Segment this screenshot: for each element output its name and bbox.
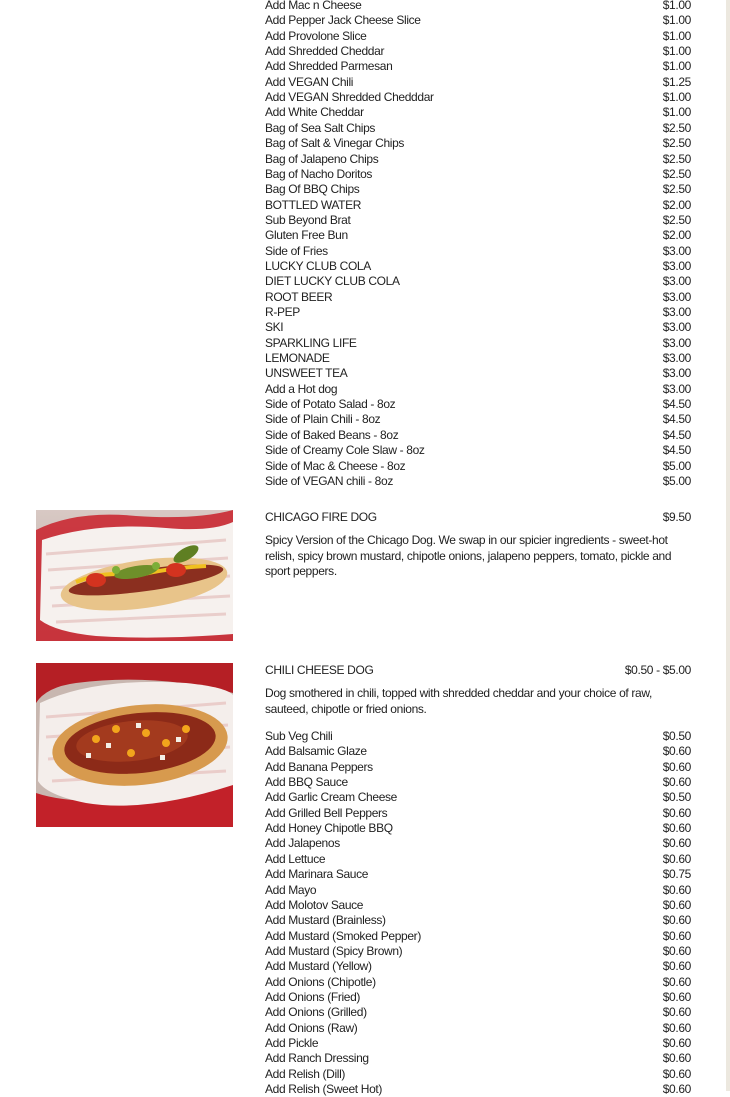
addon-option[interactable] xyxy=(265,806,691,821)
addon-name: Add Jalapenos xyxy=(265,836,340,851)
addon-option[interactable] xyxy=(265,29,691,44)
addon-price: $0.75 xyxy=(662,867,691,882)
addon-name: Add Garlic Cream Cheese xyxy=(265,790,398,805)
addon-option[interactable] xyxy=(265,428,691,443)
addon-price: $0.60 xyxy=(662,1066,691,1081)
addon-option[interactable] xyxy=(265,412,691,427)
addon-option[interactable] xyxy=(265,729,691,744)
addon-option[interactable] xyxy=(265,1051,691,1066)
addon-name: SKI xyxy=(265,320,284,335)
addon-name: Add Onions (Raw) xyxy=(265,1020,358,1035)
addon-option[interactable] xyxy=(265,1005,691,1020)
addon-option[interactable] xyxy=(265,290,691,305)
addon-option[interactable] xyxy=(265,821,691,836)
addon-name: Add Relish (Sweet Hot) xyxy=(265,1082,383,1097)
addon-price: $0.50 xyxy=(662,729,691,743)
chili-cheese-dog-description: Dog smothered in chili, topped with shredded cheddar and your choice of raw, sauteed, chipotle or fried onions. xyxy=(265,686,652,716)
addon-name: Add Pickle xyxy=(265,1036,319,1050)
addon-price: $0.60 xyxy=(662,897,691,912)
addon-name: Add Relish (Dill) xyxy=(265,1066,346,1081)
addon-price: $0.60 xyxy=(662,759,691,774)
addon-price: $3.00 xyxy=(662,351,691,366)
addon-price: $4.50 xyxy=(662,443,691,458)
addon-name: Side of Mac & Cheese - 8oz xyxy=(265,458,406,473)
addon-name: Add Onions (Grilled) xyxy=(265,1005,367,1020)
chili-cheese-dog-photo[interactable] xyxy=(36,663,233,827)
addon-price: $3.00 xyxy=(662,243,691,258)
addon-option[interactable] xyxy=(265,244,691,259)
addon-option[interactable] xyxy=(265,775,691,790)
addon-name: UNSWEET TEA xyxy=(265,366,348,381)
addon-option[interactable] xyxy=(265,913,691,928)
chicago-fire-dog-description: Spicy Version of the Chicago Dog. We swap in our spicier ingredients - sweet-hot relish, spicy brown mustard, chipotle onions, jalapeno peppers, tomato, pickle and sport peppers. xyxy=(265,533,672,578)
addon-price: $2.00 xyxy=(662,228,691,243)
item-name: CHILI CHEESE DOG xyxy=(265,663,374,677)
addon-name: LEMONADE xyxy=(265,351,330,366)
addon-option[interactable] xyxy=(265,1067,691,1082)
addon-option[interactable] xyxy=(265,320,691,335)
addon-name: Bag of Salt & Vinegar Chips xyxy=(265,136,405,151)
addon-option[interactable] xyxy=(265,75,691,90)
addon-name: Side of VEGAN chili - 8oz xyxy=(265,473,393,488)
addon-price: $3.00 xyxy=(662,335,691,350)
addon-price: $5.00 xyxy=(662,473,691,488)
addon-name: SPARKLING LIFE xyxy=(265,335,357,350)
addon-price: $1.00 xyxy=(662,13,691,28)
addon-name: Add Mayo xyxy=(265,882,317,897)
addon-option[interactable] xyxy=(265,898,691,913)
addon-name: Side of Baked Beans - 8oz xyxy=(265,427,399,442)
addon-name: Add Molotov Sauce xyxy=(265,897,364,912)
addon-name: Add BBQ Sauce xyxy=(265,775,348,790)
addon-option[interactable] xyxy=(265,744,691,759)
addon-option[interactable] xyxy=(265,44,691,59)
addon-name: R-PEP xyxy=(265,305,300,319)
addon-name: Side of Creamy Cole Slaw - 8oz xyxy=(265,443,425,458)
page-right-edge xyxy=(726,0,730,1091)
addon-name: Add Onions (Chipotle) xyxy=(265,974,376,989)
addon-name: Add VEGAN Chili xyxy=(265,74,354,89)
addon-option[interactable] xyxy=(265,790,691,805)
addon-option[interactable] xyxy=(265,1021,691,1036)
addon-name: Add VEGAN Shredded Chedddar xyxy=(265,90,434,105)
item-price: $9.50 xyxy=(662,510,691,524)
addon-name: Side of Potato Salad - 8oz xyxy=(265,397,396,412)
addon-name: Add Marinara Sauce xyxy=(265,867,369,882)
addon-option[interactable] xyxy=(265,443,691,458)
addon-price: $0.60 xyxy=(662,943,691,958)
addon-price: $3.00 xyxy=(662,320,691,335)
addon-price: $0.60 xyxy=(662,836,691,851)
addon-price: $2.50 xyxy=(662,212,691,227)
item-name: CHICAGO FIRE DOG xyxy=(265,510,377,524)
addon-option[interactable] xyxy=(265,959,691,974)
addon-name: LUCKY CLUB COLA xyxy=(265,258,371,273)
addon-price: $2.50 xyxy=(662,120,691,135)
addon-option[interactable] xyxy=(265,382,691,397)
addon-price: $0.60 xyxy=(662,1082,691,1097)
addon-option[interactable] xyxy=(265,1082,691,1097)
addon-price: $2.00 xyxy=(662,197,691,212)
addon-price: $2.50 xyxy=(662,136,691,151)
addon-price: $0.60 xyxy=(662,775,691,790)
addon-name: BOTTLED WATER xyxy=(265,197,362,212)
addon-name: Add Mustard (Yellow) xyxy=(265,959,372,974)
addon-price: $0.60 xyxy=(662,974,691,989)
addon-option[interactable] xyxy=(265,883,691,898)
addon-price: $2.50 xyxy=(662,182,691,197)
addon-price: $0.60 xyxy=(662,851,691,866)
addon-price: $4.50 xyxy=(662,412,691,427)
addon-price: $5.00 xyxy=(662,458,691,473)
addon-option[interactable] xyxy=(265,13,691,28)
addon-option[interactable] xyxy=(265,1036,691,1051)
addon-option[interactable] xyxy=(265,90,691,105)
chili-cheese-dog-image xyxy=(36,663,233,827)
addon-price: $0.60 xyxy=(662,1036,691,1050)
addon-option[interactable] xyxy=(265,136,691,151)
addon-price: $3.00 xyxy=(662,274,691,289)
addon-option[interactable] xyxy=(265,929,691,944)
addon-option[interactable] xyxy=(265,182,691,197)
addon-price: $1.00 xyxy=(662,90,691,105)
addon-name: Sub Veg Chili xyxy=(265,729,333,743)
addon-price: $0.60 xyxy=(662,1005,691,1020)
addon-option[interactable] xyxy=(265,152,691,167)
addon-option[interactable] xyxy=(265,975,691,990)
addon-price: $3.00 xyxy=(662,366,691,381)
addon-option[interactable] xyxy=(265,228,691,243)
addon-price: $1.00 xyxy=(662,0,691,12)
addon-price: $1.00 xyxy=(662,28,691,43)
addon-price: $0.60 xyxy=(662,882,691,897)
addon-option[interactable] xyxy=(265,336,691,351)
addon-name: Gluten Free Bun xyxy=(265,228,348,243)
addon-option[interactable] xyxy=(265,259,691,274)
addon-price: $0.60 xyxy=(662,744,691,759)
addon-price: $1.25 xyxy=(662,74,691,89)
addon-price: $0.60 xyxy=(662,1051,691,1066)
addon-name: Side of Fries xyxy=(265,243,328,258)
addon-name: Add Shredded Parmesan xyxy=(265,59,393,74)
addon-name: Add Banana Peppers xyxy=(265,759,373,774)
chili-cheese-dog-header[interactable] xyxy=(265,663,691,678)
addon-option[interactable] xyxy=(265,836,691,851)
addon-price: $0.60 xyxy=(662,805,691,820)
addon-price: $2.50 xyxy=(662,166,691,181)
chicago-fire-dog-header[interactable] xyxy=(265,510,691,525)
addon-price: $0.60 xyxy=(662,1020,691,1035)
addon-option[interactable] xyxy=(265,852,691,867)
addon-option[interactable] xyxy=(265,59,691,74)
addon-name: Add Provolone Slice xyxy=(265,28,367,43)
addon-name: Add Lettuce xyxy=(265,851,326,866)
addon-price: $2.50 xyxy=(662,151,691,166)
addon-option[interactable] xyxy=(265,944,691,959)
addon-price: $0.60 xyxy=(662,959,691,974)
addon-price: $0.60 xyxy=(662,913,691,928)
addon-name: Add Balsamic Glaze xyxy=(265,744,367,759)
addon-option[interactable] xyxy=(265,990,691,1005)
addon-option[interactable] xyxy=(265,459,691,474)
addon-option[interactable] xyxy=(265,121,691,136)
chicago-fire-dog-photo[interactable] xyxy=(36,510,233,641)
addon-price: $3.00 xyxy=(662,289,691,304)
addon-name: Add Mustard (Smoked Pepper) xyxy=(265,928,421,943)
addon-name: Add Pepper Jack Cheese Slice xyxy=(265,13,421,28)
addon-price: $1.00 xyxy=(662,59,691,74)
addon-name: Add White Cheddar xyxy=(265,105,364,120)
addon-option[interactable] xyxy=(265,760,691,775)
addon-name: Add Mac n Cheese xyxy=(265,0,362,12)
addon-name: Sub Beyond Brat xyxy=(265,212,351,227)
addon-price: $4.50 xyxy=(662,397,691,412)
addon-name: Bag of Jalapeno Chips xyxy=(265,151,379,166)
chicago-fire-dog-image xyxy=(36,510,233,641)
addon-option[interactable] xyxy=(265,305,691,320)
addon-name: Add Grilled Bell Peppers xyxy=(265,805,388,820)
addon-option[interactable] xyxy=(265,0,691,13)
addon-option[interactable] xyxy=(265,105,691,120)
addon-name: Add Shredded Cheddar xyxy=(265,44,385,59)
addon-option[interactable] xyxy=(265,274,691,289)
addon-name: Side of Plain Chili - 8oz xyxy=(265,412,381,427)
addon-price: $4.50 xyxy=(662,427,691,442)
addon-price: $1.00 xyxy=(662,44,691,59)
addon-option[interactable] xyxy=(265,867,691,882)
addon-name: Add a Hot dog xyxy=(265,381,338,396)
addon-price: $3.00 xyxy=(662,381,691,396)
addon-name: Add Ranch Dressing xyxy=(265,1051,369,1066)
addon-option[interactable] xyxy=(265,198,691,213)
addon-name: Add Onions (Fried) xyxy=(265,989,361,1004)
item-price: $0.50 - $5.00 xyxy=(624,663,691,677)
addon-name: ROOT BEER xyxy=(265,289,333,304)
addon-price: $0.60 xyxy=(662,928,691,943)
addon-name: Bag of Sea Salt Chips xyxy=(265,120,376,135)
addon-name: Add Mustard (Brainless) xyxy=(265,913,386,928)
addon-price: $3.00 xyxy=(662,258,691,273)
addon-option[interactable] xyxy=(265,213,691,228)
addon-option[interactable] xyxy=(265,397,691,412)
addon-name: DIET LUCKY CLUB COLA xyxy=(265,274,400,289)
addon-price: $3.00 xyxy=(662,305,691,319)
addon-option[interactable] xyxy=(265,167,691,182)
addon-price: $0.50 xyxy=(662,790,691,805)
addon-name: Bag of Nacho Doritos xyxy=(265,166,373,181)
addon-price: $0.60 xyxy=(662,989,691,1004)
addon-name: Add Mustard (Spicy Brown) xyxy=(265,943,403,958)
addon-option[interactable] xyxy=(265,474,691,489)
addon-name: Bag Of BBQ Chips xyxy=(265,182,360,197)
addon-option[interactable] xyxy=(265,351,691,366)
addon-price: $1.00 xyxy=(662,105,691,120)
addon-option[interactable] xyxy=(265,366,691,381)
addon-price: $0.60 xyxy=(662,821,691,836)
addon-name: Add Honey Chipotle BBQ xyxy=(265,821,393,836)
